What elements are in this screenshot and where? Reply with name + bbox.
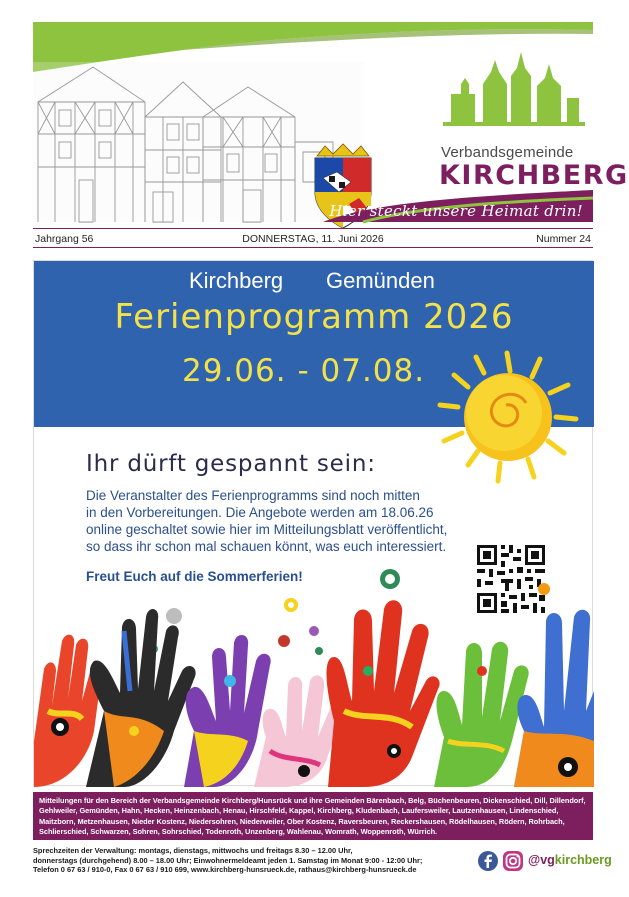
headline: Ihr dürft gespannt sein: [86, 451, 376, 477]
footer-line: donnerstags (durchgehend) 8.00 – 18.00 Uhr; Einwohnermeldeamt jeden 1. Samstag im Monat 9:00 - 12:00 Uhr; [33, 855, 423, 865]
issue-date: DONNERSTAG, 11. Juni 2026 [242, 233, 384, 245]
body-line: online geschaltet sowie hier im Mitteilungsblatt veröffentlicht, [86, 522, 448, 537]
handle-name: kirchberg [554, 853, 612, 867]
body-line: so dass ihr schon mal schauen könnt, was euch interessiert. [86, 539, 447, 554]
org-name: KIRCHBERG [439, 160, 629, 191]
slogan: Hier steckt unsere Heimat drin! [329, 202, 583, 220]
volume: Jahrgang 56 [35, 233, 94, 245]
program-title: Ferienprogramm 2026 [114, 297, 514, 337]
body-line: in den Vorbereitungen. Die Angebote werden am 18.06.26 [86, 505, 434, 520]
cta-text: Freut Euch auf die Sommerferien! [86, 569, 303, 584]
painted-hands-illustration [34, 561, 594, 787]
footer-line: Telefon 0 67 63 / 910-0, Fax 0 67 63 / 910 699, www.kirchberg-hunsrueck.de, rathaus@kirchberg-hunsrueck.de [33, 865, 417, 875]
issue-line [33, 228, 593, 248]
body-text [86, 487, 486, 555]
sun-icon [432, 345, 582, 485]
footer-contact [33, 846, 473, 875]
masthead-artwork [33, 22, 593, 222]
instagram-icon[interactable] [503, 851, 523, 871]
handle-prefix: @vg [528, 853, 555, 867]
town-silhouette [443, 52, 585, 126]
footer-line: Sprechzeiten der Verwaltung: montags, dienstags, mittwochs und freitags 8.30 – 12.00 Uhr, [33, 846, 353, 855]
issue-number: Nummer 24 [536, 233, 591, 245]
member-municipalities: Mitteilungen für den Bereich der Verbandsgemeinde Kirchberg/Hunsrück und ihre Gemeinden Bärenbach, Belg, Büchenbeuren, Dickenschied, Dill, Dillendorf, Gehlweiler, Gemünden, Hahn, Hecken, Heinzenbach, Henau, Hirschfeld, Kappel, Kirchberg, Kludenbach, Laufersweiler, Lautzenhausen, Lindenschied, Maitzborn, Metzenhausen, Nieder Kostenz, Niedersohren, Niederweiler, Ober Kostenz, Raversbeuren, Reckershausen, Rödelhausen, Rödern, Rohrbach, Schlierschied, Schwarzen, Sohren, Sohrschied, Todenroth, Unzenberg, Wahlenau, Womrath, Woppenroth, Würrich. [33, 792, 593, 840]
social-icons [478, 850, 524, 872]
ferienprogramm-poster [33, 260, 593, 786]
facebook-icon[interactable] [478, 851, 498, 871]
social-handle[interactable] [528, 853, 612, 867]
body-line: Die Veranstalter des Ferienprogramms sind noch mitten [86, 488, 420, 503]
location-kirchberg: Kirchberg [189, 268, 284, 293]
program-dates: 29.06. - 07.08. [182, 353, 426, 389]
location-gemuenden: Gemünden [326, 268, 435, 293]
org-label: Verbandsgemeinde [441, 144, 574, 161]
masthead [33, 22, 629, 222]
